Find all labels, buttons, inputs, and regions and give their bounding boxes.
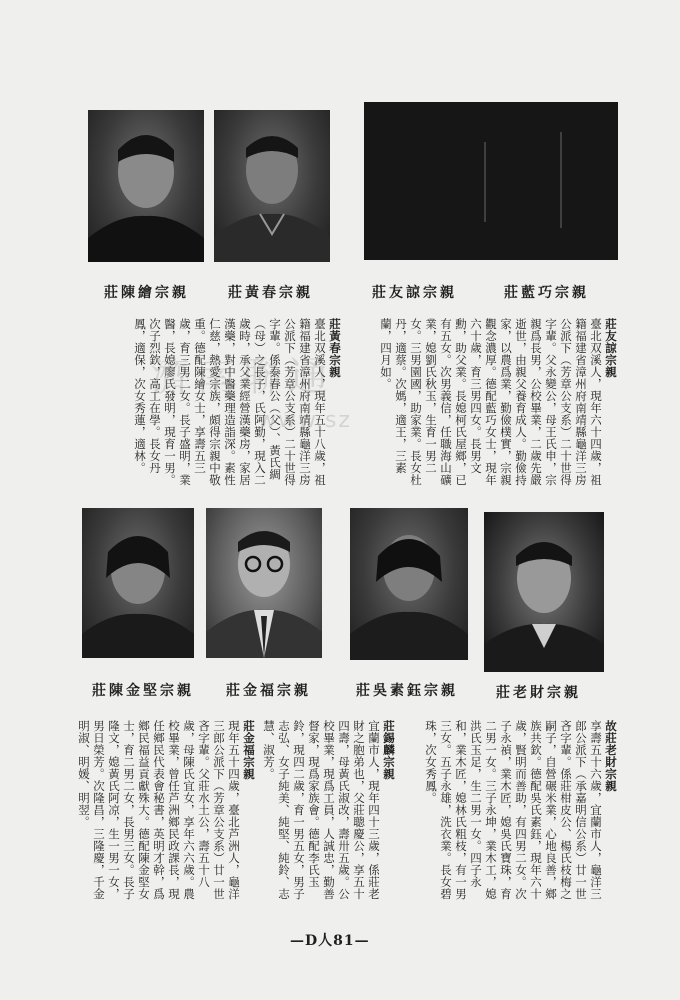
caption-wu-su-yu: 莊吳素鈺宗親 bbox=[356, 683, 458, 699]
portrait-silhouette-icon bbox=[82, 508, 194, 658]
portrait-photo-jin-fu bbox=[206, 508, 322, 658]
caption-jin-fu: 莊金福宗親 bbox=[226, 683, 311, 699]
bio-you-liang bbox=[350, 318, 618, 488]
bio-text: 現年五十四歲，臺北芦洲人，龜洋三郎公派下（芳章公支系）廿一世吝字輩。父莊水土公，壽五十八歲，母陳氏宜女，享年六六歲。農校畢業，曾任芦洲鄉民政課長，現任鄉民代表會秘書，英明才幹，爲鄉民福益貢獻殊大。德配陳金堅女士，育二男二女，長男三女。長子隆文，媳黃氏阿凉，生一男一女，男日榮芳。次隆昌，三隆慶，千金明淑、明媛、明翌。 bbox=[77, 720, 241, 900]
portrait-silhouette-icon bbox=[206, 508, 322, 658]
bio-text: 享壽五十六歲，宜蘭市人，龜洋三郎公派下（承嘉明信公系）廿一世吝字輩。係莊柑皮公、楊氏枝梅之嗣子，自營碾米業，心地良善，鄉族共欽。德配吳氏素鈺，現年六十歲，賢明而善助，有四男二女。次子永禎，業木匠，媳吳氏寶珠，育二男一女。三子永坤，業木工，媳洪氏玉足，生二男一女。四子永和，業木匠，媳林氏粗枝，有一男三女。五子永雄，洗衣業。長女碧珠，次女秀鳳。 bbox=[424, 720, 603, 900]
watermark-url: www.sz bbox=[258, 408, 352, 433]
caption-chen-jin-jian: 莊陳金堅宗親 bbox=[92, 683, 194, 699]
portrait-photo-wu-su-yu bbox=[350, 508, 468, 660]
bio-lao-cai bbox=[400, 720, 618, 910]
caption-lan-qiao: 莊藍巧宗親 bbox=[504, 285, 589, 301]
page-number: —D人81— bbox=[290, 933, 370, 949]
portrait-photo-huang-chun bbox=[214, 110, 330, 262]
portrait-silhouette-icon bbox=[484, 512, 604, 672]
bio-huang-chun bbox=[92, 318, 342, 488]
portrait-photo-you-liang-lan-qiao bbox=[364, 102, 618, 260]
bio-title: 莊金福宗親 bbox=[242, 720, 256, 780]
bio-text: 臺北双溪人，現年六十四歲，祖籍福建省漳州府南靖縣龜洋三房公派下（芳章公支系）二十世得字輩。父永變公，母王氏申，宗親爲長男，公校畢業，二歲先嚴逝世，由親父養育成人。勤儉持家，以農爲業，勤儉樸實，宗親觀念濃厚。德配藍巧女士，現年六十歲，育三男四女。長男文勳，助父業。長媳柯氏屋鄉，已有五女。次男義信，任職海山礦業，媳劉氏秋玉，生育一男二女。三男園國，助家業。長女杜丹，適蔡。次媽，適王，三素蘭，四月如。 bbox=[379, 318, 603, 486]
bio-xi-lin bbox=[260, 720, 396, 910]
portrait-silhouette-icon bbox=[350, 508, 468, 660]
bio-title: 莊黃春宗親 bbox=[328, 318, 342, 378]
bio-title: 莊錫麟宗親 bbox=[382, 720, 396, 780]
bio-text: 宜蘭市人，現年四十三歲，係莊老財之胞弟也，父莊聰慶公，享五十四壽，母黃氏淑改，壽卅五歲。公校畢業，現爲工員，人誠忠，勤善督家，現爲家族會。德配李氏玉鈴，現四二歲，育一男五女，男子志弘、女子純美、純堅、純鈴、志慧、淑芳。 bbox=[262, 720, 381, 900]
bio-jin-fu bbox=[77, 720, 256, 910]
caption-you-liang: 莊友諒宗親 bbox=[372, 285, 457, 301]
portrait-silhouette-icon bbox=[88, 110, 204, 262]
caption-lao-cai: 莊老財宗親 bbox=[496, 685, 581, 701]
portrait-photo-chen-hui bbox=[88, 110, 204, 262]
portrait-photo-chen-jin-jian bbox=[82, 508, 194, 658]
caption-huang-chun: 莊黃春宗親 bbox=[228, 285, 313, 301]
bio-title: 故莊老財宗親 bbox=[604, 720, 618, 792]
portrait-silhouette-icon bbox=[214, 110, 330, 262]
portrait-photo-lao-cai bbox=[484, 512, 604, 672]
caption-chen-hui: 莊陳繪宗親 bbox=[104, 285, 189, 301]
watermark: 濟南聯通 bbox=[150, 354, 334, 400]
bio-text: 臺北双溪人，現年五十八歲，祖籍福建省漳州府南靖縣龜洋三房公派下（芳章公支系）二十世得字輩。係泰春公（父）、黃氏綢（母）之長子，氏阿勤，現入二歲時，承父業經營漢藥房，家居漢藥，對中醫藥理造詣深。素性仁慈，熱愛宗族，頗得宗親中敬重。德配陳繪女士，享壽五三歲，育三男二女。長子盛明，業醫，長媳廖氏發明，現育一男。次子烈欽，高工在學。長女丹鳳，適保，次女秀蓮，適林。 bbox=[133, 318, 327, 486]
bio-title: 莊友諒宗親 bbox=[604, 318, 618, 378]
